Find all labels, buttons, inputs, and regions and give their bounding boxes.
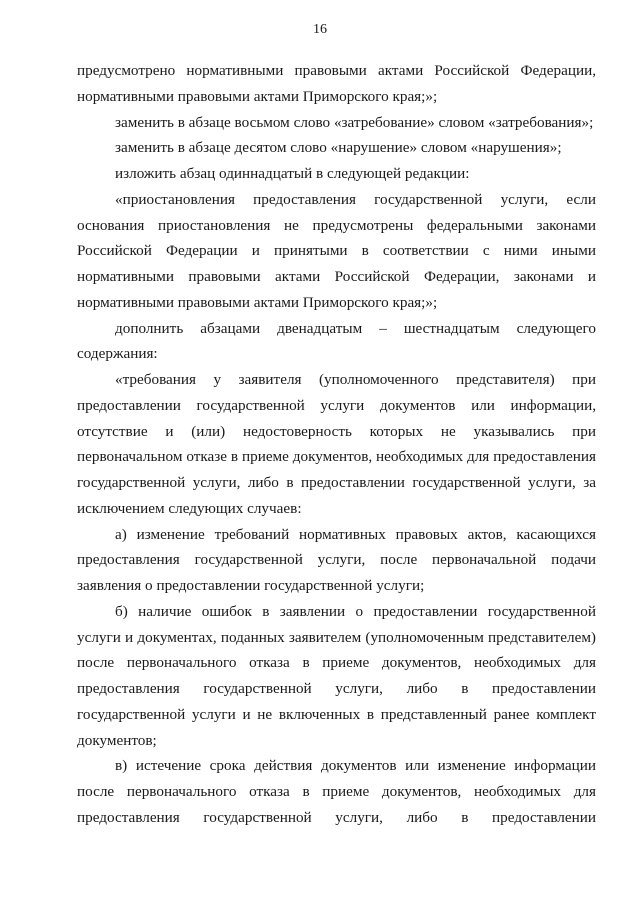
paragraph-5: «приостановления предоставления государственной услуги, если основания приостановления не предусмотрены федеральными законами Российской Федерации и принятыми в соответствии с ними иными нормативными правовыми актами Российской Федерации, законами и нормативными правовыми актами Приморского края;»; <box>77 190 596 311</box>
paragraph-10: в) истечение срока действия документов или изменение информации после первоначального отказа в приеме документов, необходимых для предоставления государственной услуги, либо в предоставлении <box>77 757 596 826</box>
paragraph-4: изложить абзац одиннадцатый в следующей редакции: <box>115 165 470 182</box>
paragraph-6: дополнить абзацами двенадцатым – шестнадцатым следующего содержания: <box>77 319 596 363</box>
page-number: 16 <box>313 22 327 37</box>
paragraph-3: заменить в абзаце десятом слово «нарушение» словом «нарушения»; <box>115 139 562 157</box>
paragraph-8: а) изменение требований нормативных правовых актов, касающихся предоставления государственной услуги, после первоначальной подачи заявления о предоставлении государственной услуги; <box>77 525 596 594</box>
paragraph-7: «требования у заявителя (уполномоченного представителя) при предоставлении государственной услуги документов или информации, отсутствие и (или) недостоверность которых не указывались при первоначальном отказе в приеме документов, необходимых для предоставления государственной услуги, либо в предоставлении государственной услуги, за исключением следующих случаев: <box>77 371 596 517</box>
paragraph-2: заменить в абзаце восьмом слово «затребование» словом «затребования»; <box>115 113 594 131</box>
paragraph-9: б) наличие ошибок в заявлении о предоставлении государственной услуги и документах, поданных заявителем (уполномоченным представителем) после первоначального отказа в приеме документов, необходимых для предоставления государственной услуги, либо в предоставлении государственной услуги и не включенных в представленный ранее комплект документов; <box>77 602 596 749</box>
paragraph-1: предусмотрено нормативными правовыми актами Российской Федерации, нормативными правовыми актами Приморского края;»; <box>77 62 596 105</box>
document-body <box>77 58 596 831</box>
